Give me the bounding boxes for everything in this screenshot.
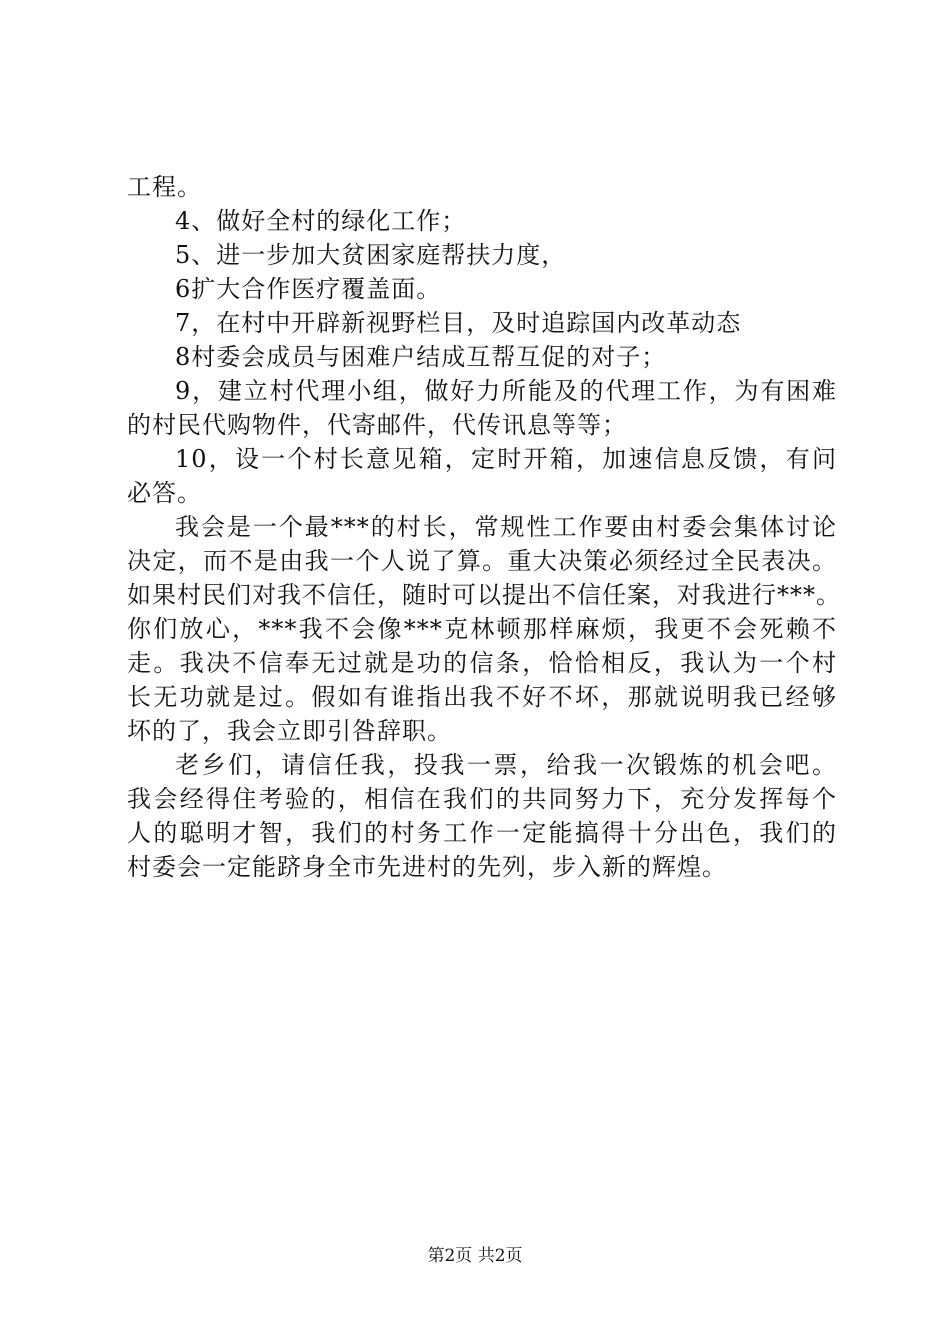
paragraph-line: 走。我决不信奉无过就是功的信条，恰恰相反，我认为一个村 bbox=[127, 649, 837, 677]
paragraph-line: 人的聪明才智，我们的村务工作一定能搞得十分出色，我们的 bbox=[127, 819, 837, 847]
paragraph-line: 老乡们，请信任我，投我一票，给我一次锻炼的机会吧。 bbox=[175, 751, 837, 779]
text-line: 必答。 bbox=[127, 479, 202, 507]
paragraph-line: 我会经得住考验的，相信在我们的共同努力下，充分发挥每个 bbox=[127, 785, 837, 813]
document-body bbox=[127, 170, 841, 884]
paragraph-line: 长无功就是过。假如有谁指出我不好不坏，那就说明我已经够 bbox=[127, 683, 837, 711]
paragraph-line: 如果村民们对我不信任，随时可以提出不信任案，对我进行***。 bbox=[127, 581, 841, 609]
list-item: 9，建立村代理小组，做好力所能及的代理工作，为有困难 bbox=[175, 377, 837, 405]
text-line: 的村民代购物件，代寄邮件，代传讯息等等； bbox=[127, 411, 627, 439]
paragraph-line: 村委会一定能跻身全市先进村的先列，步入新的辉煌。 bbox=[127, 853, 727, 881]
paragraph-line: 坏的了，我会立即引咎辞职。 bbox=[127, 717, 452, 745]
list-item: 6扩大合作医疗覆盖面。 bbox=[175, 275, 442, 303]
list-item: 8村委会成员与困难户结成互帮互促的对子； bbox=[175, 343, 667, 371]
text-line: 工程。 bbox=[127, 173, 202, 201]
list-item: 5、进一步加大贫困家庭帮扶力度， bbox=[175, 241, 567, 269]
paragraph-line: 我会是一个最***的村长，常规性工作要由村委会集体讨论 bbox=[175, 513, 837, 541]
page-number: 第2页 共2页 bbox=[427, 1246, 523, 1266]
list-item: 10，设一个村长意见箱，定时开箱，加速信息反馈，有问 bbox=[175, 445, 837, 473]
paragraph-line: 你们放心，***我不会像***克林顿那样麻烦，我更不会死赖不 bbox=[127, 615, 837, 643]
list-item: 7，在村中开辟新视野栏目，及时追踪国内改革动态 bbox=[175, 309, 742, 337]
paragraph-line: 决定，而不是由我一个人说了算。重大决策必须经过全民表决。 bbox=[127, 547, 837, 575]
list-item: 4、做好全村的绿化工作； bbox=[175, 207, 467, 235]
